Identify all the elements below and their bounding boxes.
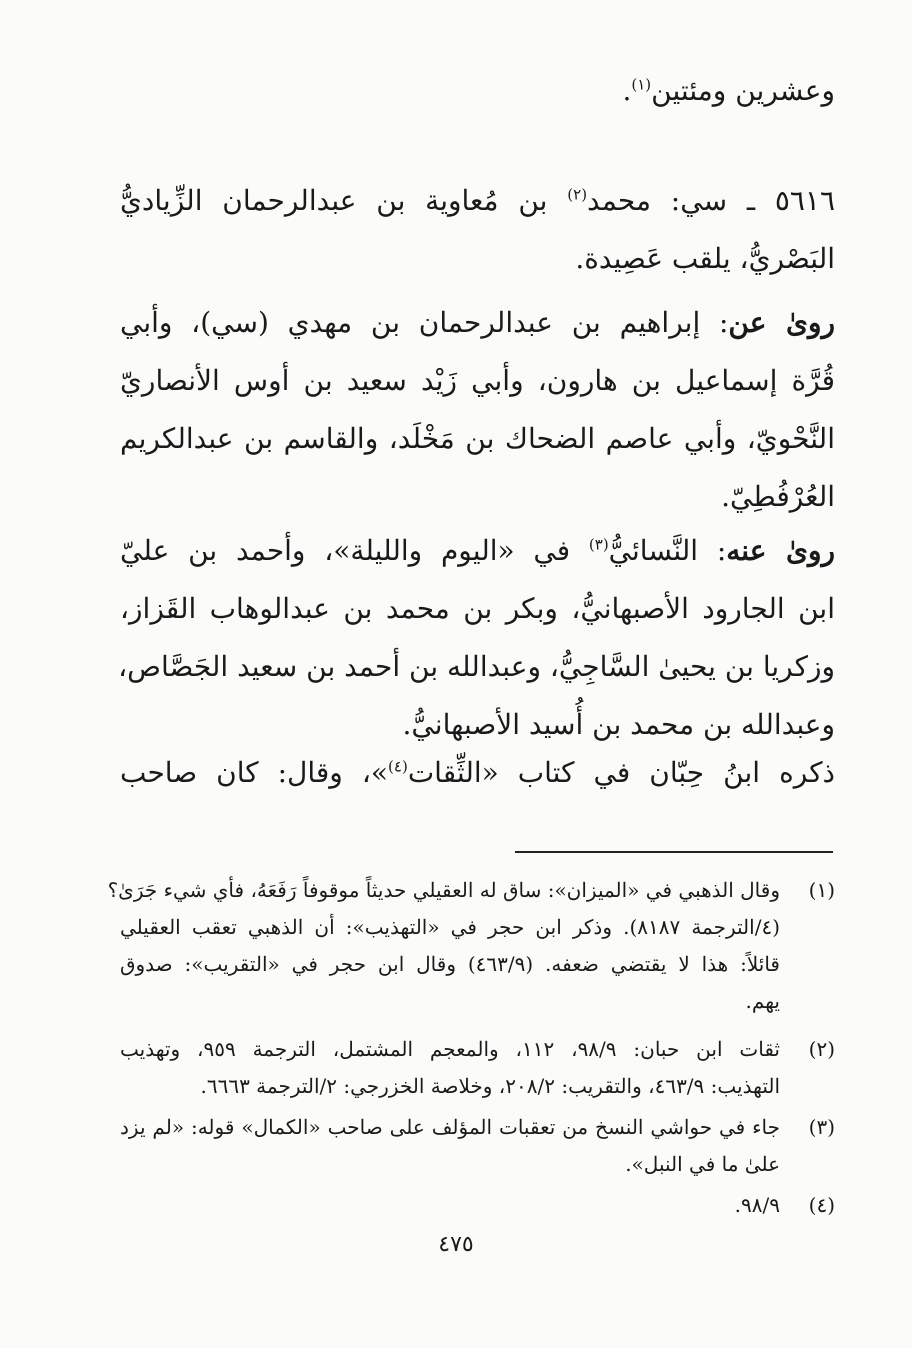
- entry-number-name: ٥٦١٦ ـ سي: محمد: [587, 184, 835, 217]
- footnote-2: [120, 1031, 835, 1105]
- footnote-line: التهذيب: ٤٦٣/٩، والتقريب: ٢٠٨/٢، وخلاصة الخزرجي: ٢/الترجمة ٦٦٦٣.: [200, 1074, 780, 1098]
- footnote-number: (٢): [808, 1037, 835, 1061]
- footnote-line: (٤/الترجمة ٨١٨٧). وذكر ابن حجر في «التهذيب»: أن الذهبي تعقب العقيلي: [120, 915, 781, 939]
- narrated-from-paragraph: [120, 294, 835, 526]
- footnote-line: وقال الذهبي في «الميزان»: ساق له العقيلي حديثاً موقوفاً رَفَعَهُ، فأي شيء جَرَىٰ؟: [107, 878, 780, 902]
- footnote-ref-3: (٣): [588, 535, 609, 554]
- entry-heading: [120, 172, 835, 288]
- footnote-line: ٩٨/٩.: [734, 1193, 780, 1217]
- narrated-by-line4: وعبدالله بن محمد بن أُسيد الأصبهانيُّ.: [402, 708, 835, 741]
- footnote-ref-2: (٢): [567, 185, 588, 204]
- footnote-line: يهم.: [745, 989, 780, 1013]
- continuation-line: [120, 62, 835, 120]
- footnote-line: قائلاً: هذا لا يقتضي ضعفه. (٤٦٣/٩) وقال ابن حجر في «التقريب»: صدوق: [120, 952, 780, 976]
- mentioned-by-a: ذكره ابنُ حِبّان في كتاب «الثِّقات: [407, 756, 835, 789]
- mentioned-by-paragraph: [120, 744, 835, 802]
- footnote-line: ثقات ابن حبان: ٩٨/٩، ١١٢، والمعجم المشتمل، الترجمة ٩٥٩، وتهذيب: [120, 1037, 781, 1061]
- footnote-1: [107, 872, 835, 1020]
- footnote-ref-4: (٤): [388, 757, 408, 776]
- footnote-line: علىٰ ما في النبل».: [625, 1152, 780, 1176]
- narrated-by-line2: ابن الجارود الأصبهانيُّ، وبكر بن محمد بن عبدالوهاب القَزاز،: [120, 592, 835, 625]
- narrated-by-paragraph: [120, 522, 835, 754]
- narrated-from-line2: قُرَّة إسماعيل بن هارون، وأبي زَيْد سعيد بن أوس الأنصاريّ: [120, 364, 835, 397]
- narrated-by-line3: وزكريا بن يحيىٰ السَّاجِيُّ، وعبدالله بن أحمد بن سعيد الجَصَّاص،: [118, 650, 835, 683]
- footnote-3: [120, 1109, 835, 1183]
- mentioned-by-b: »، وقال: كان صاحب: [120, 756, 389, 789]
- narrated-from-label: روىٰ عن: [728, 306, 836, 339]
- continuation-text: وعشرين ومئتين: [651, 74, 835, 107]
- narrated-from-line4: العُرْفُطِيّ.: [721, 480, 835, 513]
- footnote-divider: [515, 851, 833, 853]
- narrated-from-line1: : إبراهيم بن عبدالرحمان بن مهدي (سي)، وأبي: [120, 306, 729, 339]
- entry-name-rest: بن مُعاوية بن عبدالرحمان الزِّياديُّ: [120, 184, 568, 217]
- entry-nickname: البَصْريُّ، يلقب عَصِيدة.: [575, 242, 835, 275]
- footnote-4: [120, 1187, 835, 1224]
- footnote-number: (٣): [808, 1115, 835, 1139]
- narrated-by-line1-b: في «اليوم والليلة»، وأحمد بن عليّ: [120, 534, 589, 567]
- narrated-from-line3: النَّحْويّ، وأبي عاصم الضحاك بن مَخْلَد، والقاسم بن عبدالكريم: [120, 422, 835, 455]
- page-number: ٤٧٥: [438, 1232, 474, 1257]
- narrated-by-line1-a: : النَّسائيُّ: [608, 534, 727, 567]
- footnote-line: جاء في حواشي النسخ من تعقبات المؤلف على صاحب «الكمال» قوله: «لم يزد: [120, 1115, 780, 1139]
- footnote-number: (١): [808, 878, 835, 902]
- narrated-by-label: روىٰ عنه: [726, 534, 835, 567]
- footnote-number: (٤): [808, 1193, 835, 1217]
- footnote-ref-1: (١): [631, 75, 652, 94]
- continuation-end: .: [622, 74, 632, 107]
